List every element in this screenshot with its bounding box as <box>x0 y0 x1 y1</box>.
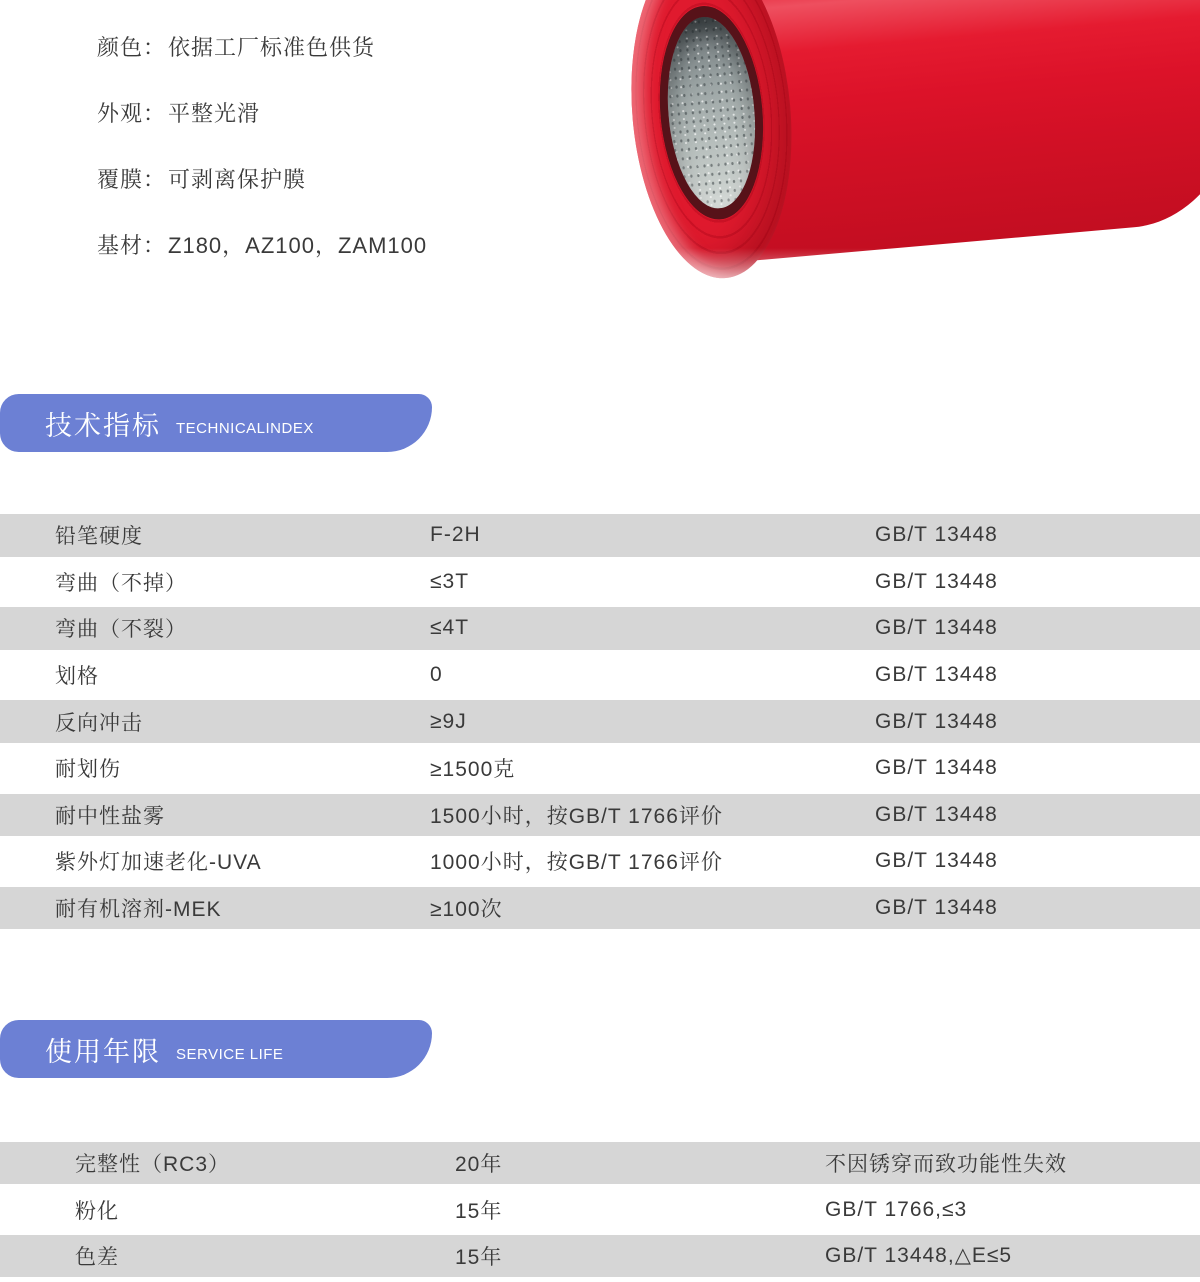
table-row <box>0 1233 1200 1279</box>
spec-label: 覆膜： <box>97 167 167 192</box>
cell-value: F-2H <box>430 523 481 547</box>
cell-property: 紫外灯加速老化-UVA <box>55 851 262 875</box>
table-row <box>0 698 1200 745</box>
cell-standard: 不因锈穿而致功能性失效 <box>825 1153 1067 1177</box>
cell-property: 反向冲击 <box>55 711 143 735</box>
cell-value: ≥9J <box>430 709 467 733</box>
cell-standard: GB/T 13448 <box>875 756 998 780</box>
spec-value: 依据工厂标准色供货 <box>168 35 376 60</box>
cell-property: 弯曲（不掉） <box>55 571 187 595</box>
cell-property: 完整性（RC3） <box>75 1153 231 1177</box>
cell-property: 色差 <box>75 1245 119 1269</box>
spec-label: 颜色： <box>97 35 167 60</box>
cell-value: 1500小时，按GB/T 1766评价 <box>430 804 723 828</box>
section-subtitle: TECHNICALINDEX <box>176 419 314 437</box>
table-row <box>0 838 1200 885</box>
cell-standard: GB/T 13448 <box>875 896 998 920</box>
cell-value: 15年 <box>455 1199 503 1223</box>
spec-value: 可剥离保护膜 <box>168 167 307 192</box>
cell-property: 耐有机溶剂-MEK <box>55 898 222 922</box>
table-row <box>0 885 1200 932</box>
cell-value: ≥1500克 <box>430 758 516 782</box>
cell-value: 20年 <box>455 1153 503 1177</box>
technical-index-table <box>0 512 1200 931</box>
cell-value: ≤4T <box>430 616 470 640</box>
cell-standard: GB/T 13448 <box>875 523 998 547</box>
section-subtitle: SERVICE LIFE <box>176 1045 284 1063</box>
spec-item-appearance <box>97 102 427 126</box>
service-life-table <box>0 1140 1200 1279</box>
cell-standard: GB/T 1766,≤3 <box>825 1197 968 1221</box>
cell-property: 耐中性盐雾 <box>55 804 165 828</box>
section-banner-technical-index <box>0 394 432 452</box>
cell-value: ≥100次 <box>430 898 503 922</box>
cell-standard: GB/T 13448 <box>875 709 998 733</box>
spec-item-substrate <box>97 234 427 258</box>
spec-value: 平整光滑 <box>168 101 261 126</box>
photo-bottom-fade <box>600 248 1200 318</box>
spec-list <box>97 36 427 300</box>
cell-value: 0 <box>430 663 443 687</box>
cell-property: 耐划伤 <box>55 758 121 782</box>
cell-standard: GB/T 13448 <box>875 802 998 826</box>
cell-property: 弯曲（不裂） <box>55 618 187 642</box>
table-row <box>0 1186 1200 1232</box>
table-row <box>0 792 1200 839</box>
cell-property: 划格 <box>55 665 99 689</box>
cell-standard: GB/T 13448 <box>875 663 998 687</box>
spec-label: 基材： <box>97 233 167 258</box>
cell-property: 铅笔硬度 <box>55 525 143 549</box>
cell-standard: GB/T 13448,△E≤5 <box>825 1244 1013 1268</box>
cell-standard: GB/T 13448 <box>875 569 998 593</box>
cell-standard: GB/T 13448 <box>875 849 998 873</box>
cell-value: 1000小时，按GB/T 1766评价 <box>430 851 723 875</box>
section-title: 技术指标 <box>45 410 161 441</box>
cell-value: 15年 <box>455 1245 503 1269</box>
spec-item-film <box>97 168 427 192</box>
table-row <box>0 652 1200 699</box>
table-row <box>0 512 1200 559</box>
cell-value: ≤3T <box>430 569 470 593</box>
table-row <box>0 745 1200 792</box>
section-banner-service-life <box>0 1020 432 1078</box>
cell-property: 粉化 <box>75 1199 119 1223</box>
red-steel-coil-image <box>600 0 1200 318</box>
table-row <box>0 559 1200 606</box>
section-title: 使用年限 <box>45 1036 161 1067</box>
spec-item-color <box>97 36 427 60</box>
spec-label: 外观： <box>97 101 167 126</box>
cell-standard: GB/T 13448 <box>875 616 998 640</box>
table-row <box>0 1140 1200 1186</box>
spec-value: Z180，AZ100，ZAM100 <box>168 233 428 258</box>
table-row <box>0 605 1200 652</box>
